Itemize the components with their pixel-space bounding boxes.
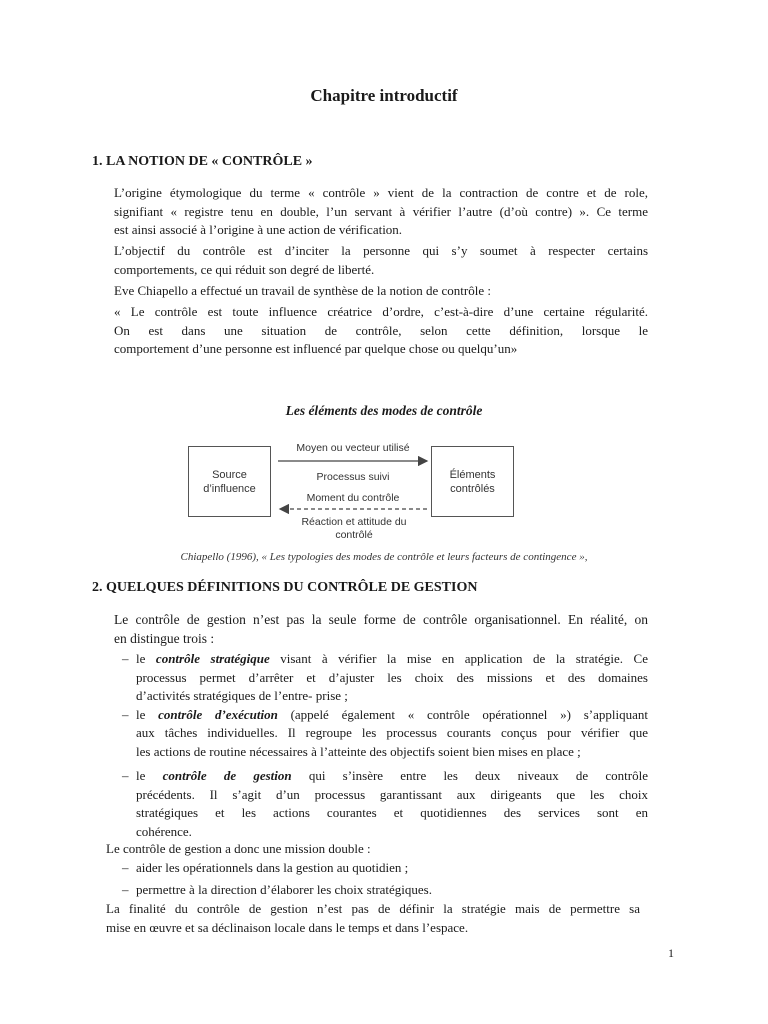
figure-source: Chiapello (1996), « Les typologies des modes de contrôle et leurs facteurs de contingence », <box>180 551 588 563</box>
text-line: Le contrôle de gestion n’est pas la seule forme de contrôle organisationnel. En réalité, on <box>114 612 648 627</box>
section1-heading: 1. LA NOTION DE « CONTRÔLE » <box>92 154 313 169</box>
text-line: précédents. Il s’agit d’un processus garantissant aux dirigeants que les choix <box>136 786 648 802</box>
source-influence-box: Source d’influence <box>188 446 271 517</box>
text-line: La finalité du contrôle de gestion n’est pas de définir la stratégie mais de permettre sa <box>106 901 640 916</box>
bullet-dash: – <box>122 651 129 666</box>
bullet-dash: – <box>122 706 129 722</box>
item-term: contrôle d’exécution <box>158 706 278 722</box>
page-number: 1 <box>668 946 674 960</box>
control-modes-diagram <box>188 436 520 546</box>
chapter-title: Chapitre introductif <box>310 86 458 105</box>
text-line: On est dans une situation de contrôle, selon cette définition, lorsque le <box>114 322 648 338</box>
text-line: d’activités stratégiques de l’entre- prise ; <box>136 688 348 703</box>
text-line: signifiant « registre tenu en double, l’un servant à vérifier l’autre (d’où contre) ». Ce terme <box>114 203 648 219</box>
section1-para3 <box>114 282 648 301</box>
bullet-dash: – <box>122 768 129 783</box>
section1-para2 <box>114 242 648 279</box>
text-line: cohérence. <box>136 823 192 839</box>
text-line: est ainsi associé à l’origine à une action de vérification. <box>114 222 403 237</box>
chiapello-quote <box>114 303 648 359</box>
text-line: mise en œuvre et sa déclinaison locale dans le temps et dans l’espace. <box>106 919 469 935</box>
section2-heading: 2. QUELQUES DÉFINITIONS DU CONTRÔLE DE GESTION <box>92 580 478 595</box>
text-line: Le contrôle de gestion a donc une mission double : <box>106 841 371 856</box>
label-moment: Moment du contrôle <box>306 492 400 504</box>
text-line: les actions de routine nécessaires à l’atteinte des objectifs soient bien mises en place ; <box>136 743 581 759</box>
item-term: contrôle de gestion <box>162 768 292 783</box>
item-prefix: le <box>136 651 156 666</box>
bullet-dash: – <box>122 881 129 897</box>
list-item <box>116 859 648 878</box>
control-types-list <box>116 650 648 841</box>
bullet-dash: – <box>122 860 129 875</box>
section1-para1 <box>114 184 648 240</box>
item-term: contrôle stratégique <box>155 651 270 666</box>
missions-list <box>116 859 648 899</box>
list-item <box>116 881 648 900</box>
text-line: comportement d’une personne est influencé par quelque chose ou quelqu’un» <box>114 341 518 356</box>
item-prefix: le <box>136 768 163 783</box>
text-line: L’objectif du contrôle est d’inciter la personne qui s’y soumet à respecter certains <box>114 243 648 258</box>
label-reaction: Réaction et attitude du contrôlé <box>301 516 407 541</box>
section2-conclusion <box>106 900 640 937</box>
list-item <box>116 650 648 706</box>
text-line: visant à vérifier la mise en application de la stratégie. Ce <box>269 651 648 666</box>
text-line: L’origine étymologique du terme « contrôle » vient de la contraction de contre et de role, <box>114 185 648 200</box>
list-item <box>116 706 648 762</box>
text-line: en distingue trois : <box>114 630 215 646</box>
text-line: « Le contrôle est toute influence créatrice d’ordre, c’est-à-dire d’une certaine régularité. <box>114 304 648 319</box>
section2-intro <box>114 611 648 648</box>
text-line: aider les opérationnels dans la gestion au quotidien ; <box>136 860 409 875</box>
figure-caption: Les éléments des modes de contrôle <box>285 403 483 418</box>
text-line: stratégiques et les actions courantes et quotidiennes des services sont en <box>136 805 648 820</box>
list-item <box>116 767 648 841</box>
text-line: aux tâches individuelles. Il regroupe les processus courants conçus pour vérifier que <box>136 725 648 740</box>
label-moyen: Moyen ou vecteur utilisé <box>296 442 410 454</box>
text-line: comportements, ce qui réduit son degré de liberté. <box>114 261 375 277</box>
item-prefix: le <box>136 706 159 722</box>
text-line: qui s’insère entre les deux niveaux de contrôle <box>291 768 648 783</box>
label-processus: Processus suivi <box>316 471 390 483</box>
text-line: (appelé également « contrôle opérationnel ») s’appliquant <box>277 706 648 722</box>
elements-controles-box: Éléments contrôlés <box>431 446 514 517</box>
mission-intro <box>106 840 648 859</box>
text-line: processus permet d’arrêter et d’ajuster les choix des missions et des domaines <box>136 669 648 685</box>
text-line: permettre à la direction d’élaborer les choix stratégiques. <box>136 881 432 897</box>
text-line: Eve Chiapello a effectué un travail de synthèse de la notion de contrôle : <box>114 283 491 298</box>
